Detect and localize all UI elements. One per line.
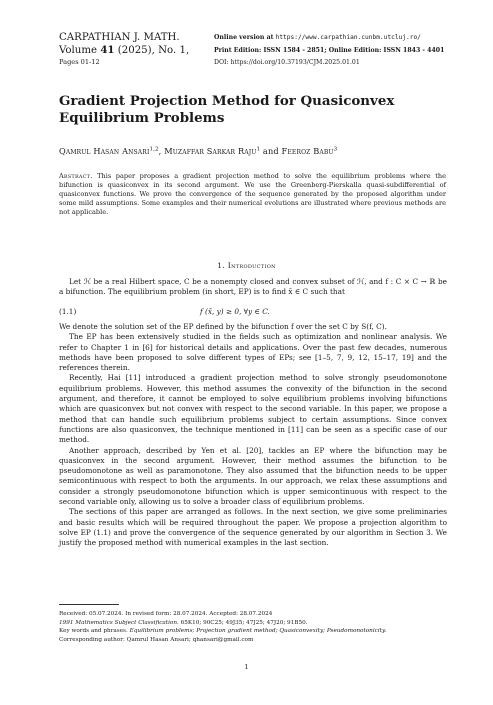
journal-pages: Pages 01-12 (59, 58, 100, 66)
intro-paragraph-1: Let ℋ be a real Hilbert space, C be a nonempty closed and convex subset of ℋ, and f : C × C → ℝ be a bifunction. The equilibrium problem (in short, EP) is to find x̄ ∈ C such that (59, 277, 447, 297)
issn-line: Print Edition: ISSN 1584 - 2851; Online Edition: ISSN 1843 - 4401 (214, 46, 445, 54)
footnotes (59, 610, 459, 645)
corresponding-author: Corresponding author: Qamrul Hasan Ansari; qhansari@gmail.com (59, 637, 254, 644)
author-1: Qamrul Hasan Ansari (59, 146, 150, 156)
author-list: Qamrul Hasan Ansari$^{1,2}$, Muzaffar Sarkar Raju$^1$ and Feeroz Babu$^3$ (59, 146, 338, 156)
msc-classification: 1991 Mathematics Subject Classification. 65K10; 90C25; 49J35; 47J25; 47J20; 91B50. (59, 619, 308, 626)
intro-paragraph-5: Another approach, described by Yen et al. [20], tackles an EP where the bifunction may be quasiconvex in the second argument. However, their method assumes the bifunction to be pseudomonotone as well as paramonotone. They also assumed that the bifunction needs to be upper semicontinuous with respect to both the arguments. In our approach, we relax these assumptions and consider a strongly pseudomonotone bifunction which is upper semicontinuous with respect to the second variable only, allowing us to solve a broader class of equilibrium problems. (59, 445, 447, 507)
doi-line[interactable]: DOI: https://doi.org/10.37193/CJM.2025.01.01 (214, 59, 360, 66)
intro-body (59, 322, 447, 549)
journal-url[interactable]: https://www.carpathian.cunbm.utcluj.ro/ (275, 34, 421, 41)
keywords: Key words and phrases. Equilibrium problems; Projection gradient method; Quasiconvexity; Pseudomonotonicity. (59, 628, 387, 635)
page-number: 1 (244, 663, 249, 671)
intro-paragraph-2: We denote the solution set of the EP defined by the bifunction f over the set C by S(f, C). (59, 322, 387, 331)
abstract (59, 172, 446, 217)
journal-volume: Volume 41 (2025), No. 1, (59, 44, 190, 56)
intro-paragraph-6: The sections of this paper are arranged as follows. In the next section, we give some preliminaries and basic results which will be required throughout the paper. We propose a projection algorithm to solve EP (1.1) and prove the convergence of the sequence generated by our algorithm in Section 3. We justify the proposed method with numerical examples in the last section. (59, 507, 447, 548)
section-heading: 1. Introduction (217, 261, 276, 270)
equation-number: (1.1) (59, 307, 77, 316)
intro-paragraph-4: Recently, Hai [11] introduced a gradient projection method to solve strongly pseudomonotone equilibrium problems. However, this method assumes the convexity of the bifunction in the second argument, and therefore, it cannot be employed to solve equilibrium problems involving bifunctions which are quasiconvex but not convex with respect to the second variable. In this paper, we propose a method that can handle such equilibrium problems subject to certain assumptions. Since convex functions are also quasiconvex, the technique mentioned in [11] can be seen as a specific case of our method. (59, 373, 447, 445)
paper-title: Gradient Projection Method for Quasiconvex Equilibrium Problems (59, 93, 395, 126)
online-version: Online version at https://www.carpathian.cunbm.utcluj.ro/ (214, 34, 421, 41)
abstract-label: Abstract. (59, 172, 93, 180)
author-2: Muzaffar Sarkar Raju (164, 146, 257, 156)
publication-info (214, 32, 474, 70)
footnote-rule (59, 604, 119, 605)
journal-header (59, 31, 209, 67)
journal-name: CARPATHIAN J. MATH. (59, 32, 180, 43)
intro-paragraph-3: The EP has been extensively studied in the fields such as optimization and nonlinear analysis. We refer to Chapter 1 in [6] for historical details and applications. Over the past few decades, numerous methods have been proposed to solve different types of EPs; see [1–5, 7, 9, 12, 15–17, 19] and the references therein. (59, 332, 447, 373)
author-3: Feeroz Babu (281, 146, 334, 156)
abstract-text: This paper proposes a gradient projection method to solve the equilibrium problems where the bifunction is quasiconvex in its second argument. We use the Greenberg-Pierskalla quasi-subdifferential of quasiconvex functions. We prove the convergence of the sequence generated by the proposed algorithm under some mild assumptions. Some examples and their numerical evolutions are illustrated where previous methods are not applicable. (59, 172, 446, 216)
received-dates: Received: 05.07.2024. In revised form: 28.07.2024. Accepted: 28.07.2024 (59, 611, 273, 617)
equation-expression: f (x̄, y) ≥ 0, ∀y ∈ C. (200, 307, 270, 316)
